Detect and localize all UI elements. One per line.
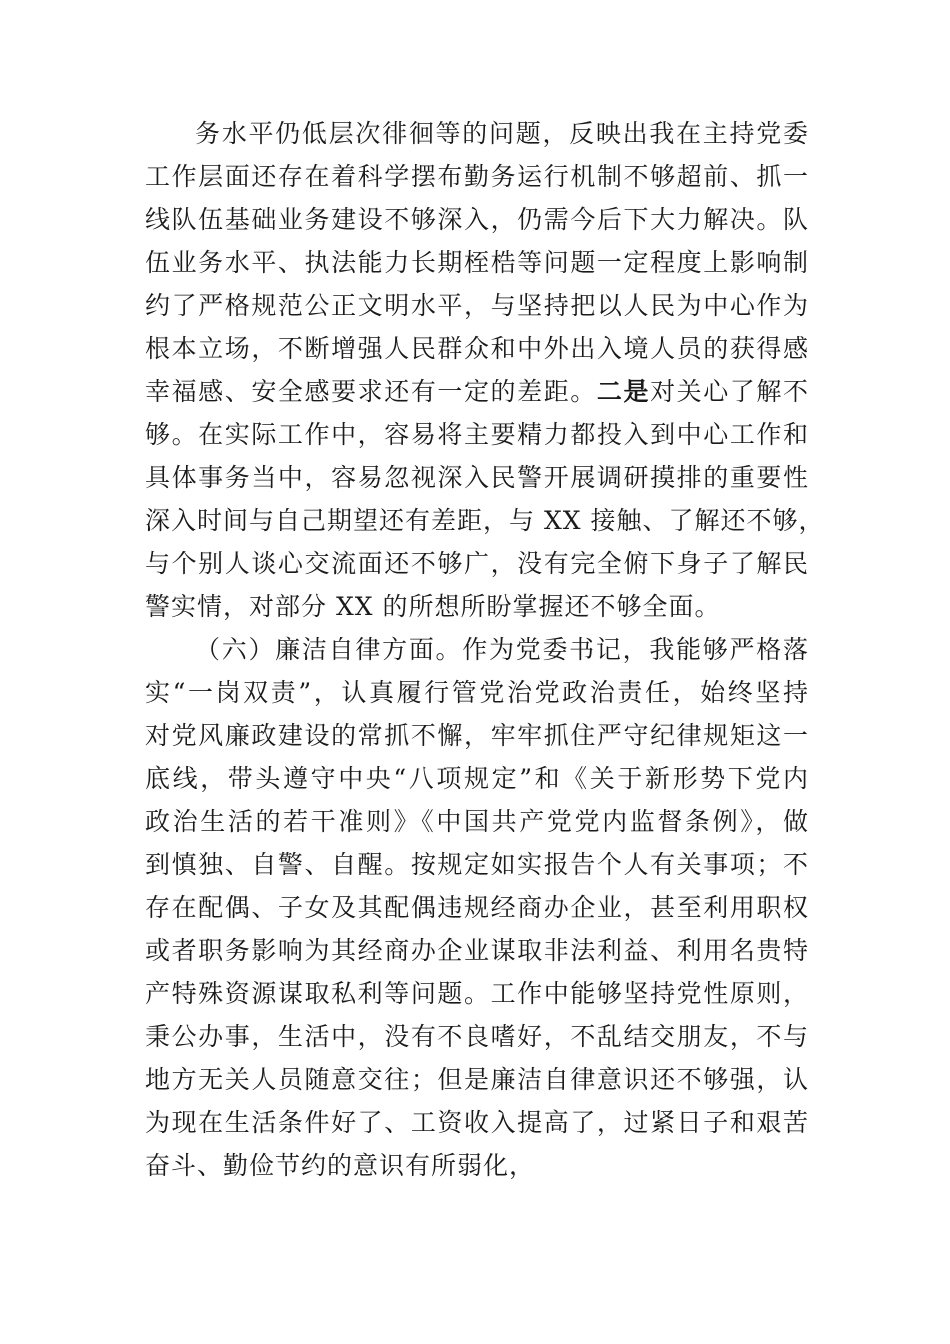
paragraph-line [145, 370, 809, 413]
paragraph-line: 根本立场，不断增强人民群众和中外出入境人员的获得感 [145, 334, 809, 363]
paragraph-line: 地方无关人员随意交往；但是廉洁自律意识还不够强，认 [145, 1065, 809, 1094]
document-body [145, 112, 825, 1187]
section-heading-line: （六）廉洁自律方面。作为党委书记，我能够严格落 [195, 635, 809, 664]
bold-emphasis: 二是 [596, 377, 651, 406]
paragraph-line: 秉公办事，生活中，没有不良嗜好，不乱结交朋友，不与 [145, 1022, 809, 1051]
paragraph-line: 务水平仍低层次徘徊等的问题，反映出我在主持党委 [195, 119, 809, 148]
paragraph-line: 存在配偶、子女及其配偶违规经商办企业，甚至利用职权 [145, 893, 809, 922]
paragraph-line: 产特殊资源谋取私利等问题。工作中能够坚持党性原则， [145, 979, 809, 1008]
paragraph-line: 工作层面还存在着科学摆布勤务运行机制不够超前、抓一 [145, 162, 809, 191]
paragraph-line: 实“一岗双责”，认真履行管党治党政治责任，始终坚持 [145, 678, 809, 707]
paragraph-line: 够。在实际工作中，容易将主要精力都投入到中心工作和 [145, 420, 809, 449]
paragraph-line: 伍业务水平、执法能力长期桎梏等问题一定程度上影响制 [145, 248, 809, 277]
paragraph-line: 到慎独、自警、自醒。按规定如实报告个人有关事项；不 [145, 850, 809, 879]
paragraph-line: 对党风廉政建设的常抓不懈，牢牢抓住严守纪律规矩这一 [145, 721, 809, 750]
paragraph-line: 线队伍基础业务建设不够深入，仍需今后下大力解决。队 [145, 205, 809, 234]
line-segment: 幸福感、安全感要求还有一定的差距。 [145, 377, 597, 406]
paragraph-line: 底线，带头遵守中央“八项规定”和《关于新形势下党内 [145, 764, 809, 793]
paragraph-line: 约了严格规范公正文明水平，与坚持把以人民为中心作为 [145, 291, 809, 320]
line-segment: 对关心了解不 [650, 377, 809, 406]
paragraph-line: 政治生活的若干准则》《中国共产党党内监督条例》，做 [145, 807, 809, 836]
paragraph-line: 警实情，对部分 XX 的所想所盼掌握还不够全面。 [145, 592, 721, 621]
paragraph-line: 具体事务当中，容易忽视深入民警开展调研摸排的重要性 [145, 463, 809, 492]
paragraph-line: 为现在生活条件好了、工资收入提高了，过紧日子和艰苦 [145, 1108, 809, 1137]
paragraph-line: 与个别人谈心交流面还不够广，没有完全俯下身子了解民 [145, 549, 809, 578]
paragraph-line: 奋斗、勤俭节约的意识有所弱化， [145, 1151, 536, 1180]
paragraph-line: 或者职务影响为其经商办企业谋取非法利益、利用名贵特 [145, 936, 809, 965]
paragraph-line: 深入时间与自己期望还有差距，与 XX 接触、了解还不够， [145, 506, 825, 535]
